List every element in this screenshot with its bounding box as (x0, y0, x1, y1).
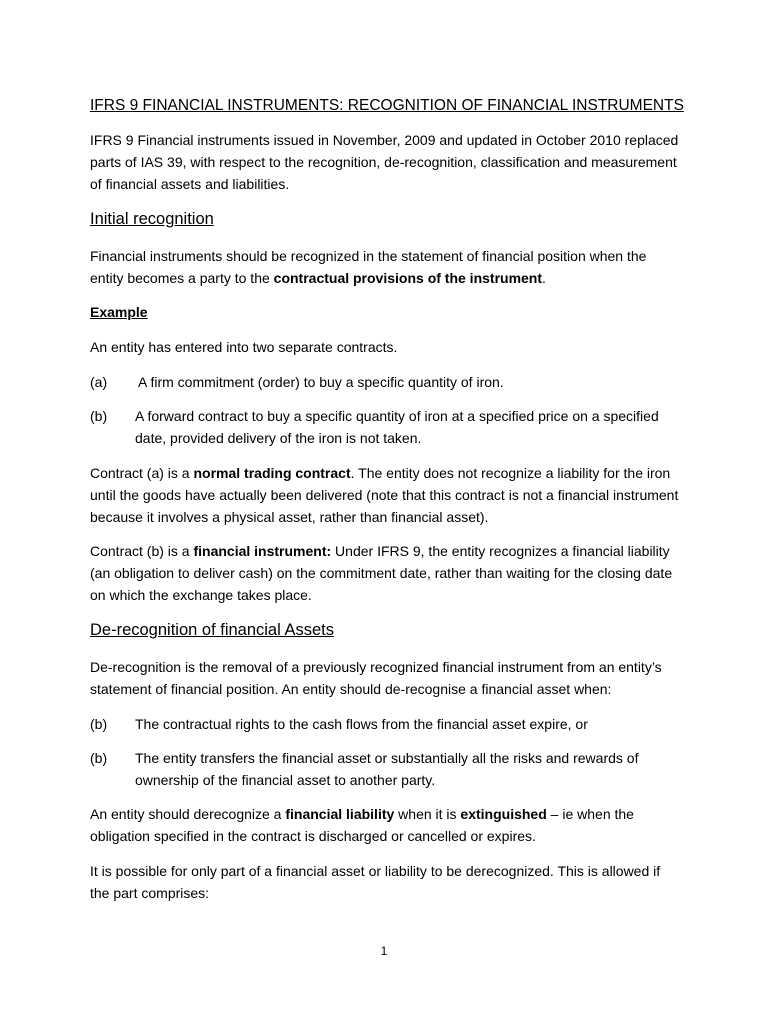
financial-liability-paragraph (90, 803, 680, 847)
contract-b-text: Contract (b) is a (90, 543, 194, 559)
contract-a-paragraph (90, 462, 680, 528)
contract-b-emphasis: financial instrument: (193, 543, 332, 559)
initial-recognition-end: . (542, 270, 546, 286)
initial-recognition-text: Financial instruments should be recognized in the statement of financial position when the entity becomes a party to the (90, 248, 647, 286)
contract-a-rest: . The entity does not recognize a liability for the iron until the goods have actually been delivered (note that this contract is not a financial instrument because it involves a physical asset, rather than financial asset). (90, 465, 679, 525)
list-item-text: A forward contract to buy a specific quantity of iron at a specified price on a specified date, provided delivery of the iron is not taken. (135, 408, 659, 446)
list-item-text: The entity transfers the financial asset or substantially all the risks and rewards of ownership of the financial asset to another party. (135, 750, 639, 788)
contract-b-rest: Under IFRS 9, the entity recognizes a financial liability (an obligation to deliver cash) on the commitment date, rather than waiting for the closing date on which the exchange takes place. (90, 543, 673, 603)
list-marker: (b) (90, 408, 108, 424)
heading-initial-recognition: Initial recognition (90, 210, 214, 228)
list-marker: (b) (90, 716, 108, 732)
initial-recognition-paragraph (90, 245, 680, 289)
initial-recognition-emphasis: contractual provisions of the instrument (273, 270, 543, 286)
heading-derecognition: De-recognition of financial Assets (90, 621, 334, 639)
contract-b-paragraph (90, 540, 680, 606)
heading-example: Example (90, 304, 148, 320)
list-item-text: The contractual rights to the cash flows from the financial asset expire, or (135, 716, 588, 732)
liability-rest: – ie when the obligation specified in the contract is discharged or cancelled or expires. (90, 806, 634, 844)
liability-emphasis: financial liability (285, 806, 395, 822)
derecognition-paragraph: De-recognition is the removal of a previously recognized financial instrument from an entity’s statement of financial position. An entity should de-recognise a financial asset when: (90, 659, 662, 697)
contract-a-text: Contract (a) is a (90, 465, 194, 481)
liability-mid: when it is (394, 806, 461, 822)
page-number: 1 (380, 944, 388, 958)
example-lead: An entity has entered into two separate contracts. (90, 339, 398, 355)
contract-a-emphasis: normal trading contract (193, 465, 351, 481)
intro-paragraph: IFRS 9 Financial instruments issued in November, 2009 and updated in October 2010 replaced parts of IAS 39, with respect to the recognition, de-recognition, classification and measurement of financial assets and liabilities. (90, 132, 679, 192)
liability-text: An entity should derecognize a (90, 806, 286, 822)
extinguished-emphasis: extinguished (460, 806, 547, 822)
list-marker: (a) (90, 374, 108, 390)
list-item-text: A firm commitment (order) to buy a specific quantity of iron. (138, 374, 504, 390)
partial-derecognition-paragraph: It is possible for only part of a financial asset or liability to be derecognized. This is allowed if the part comprises: (90, 863, 661, 901)
page-title: IFRS 9 FINANCIAL INSTRUMENTS: RECOGNITION OF FINANCIAL INSTRUMENTS (90, 97, 684, 114)
list-marker: (b) (90, 750, 108, 766)
